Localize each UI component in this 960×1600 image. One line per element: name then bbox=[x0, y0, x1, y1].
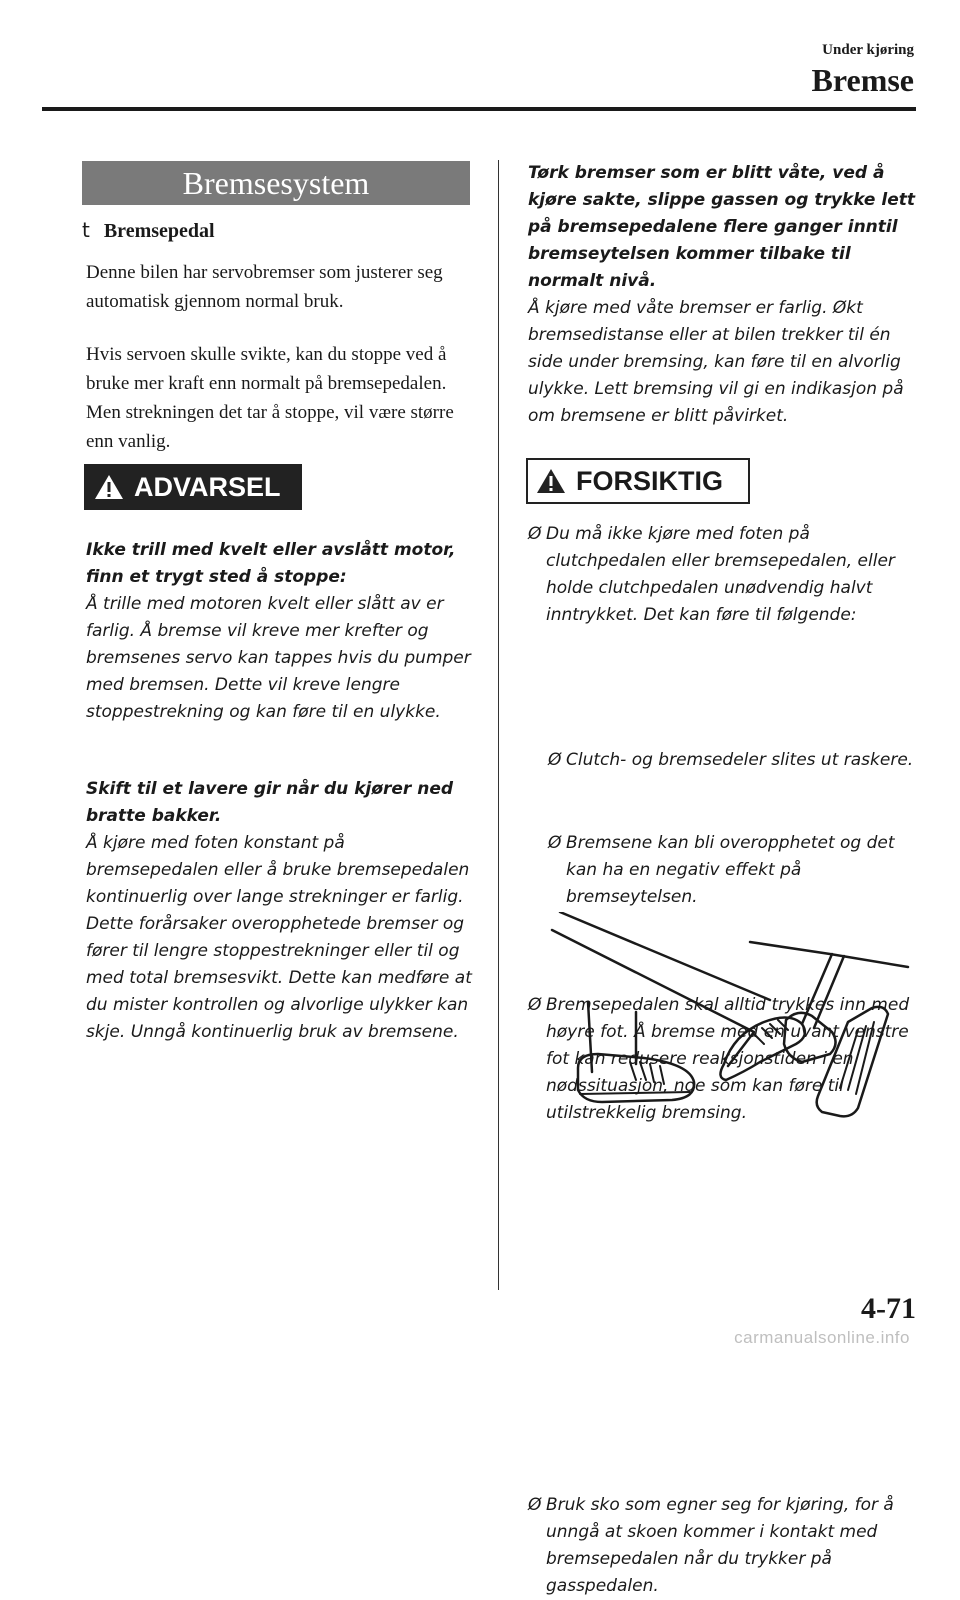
arrow-bullet-icon: Ø bbox=[528, 995, 542, 1015]
header-section: Under kjøring bbox=[822, 42, 914, 58]
caution-subbullet-1 bbox=[548, 747, 928, 774]
left-shoe-laces bbox=[630, 1062, 664, 1084]
header-rule bbox=[42, 107, 916, 111]
warning-item-1-text: Å trille med motoren kvelt eller slått av er farlig. Å bremse vil kreve mer krefter og bremsenes servo kan tappes hvis du pumper med bremsen. Dette vil kreve lengre stoppestrekning og kan føre til en ulykke. bbox=[86, 594, 471, 722]
caution-bullet-1 bbox=[528, 521, 928, 629]
arrow-bullet-icon: Ø bbox=[528, 1495, 542, 1515]
accelerator-ribs bbox=[840, 1022, 874, 1094]
column-divider bbox=[498, 160, 499, 1290]
right-shoe bbox=[720, 1017, 804, 1080]
caution-triangle-icon bbox=[536, 467, 566, 495]
pedal-illustration bbox=[540, 912, 914, 1132]
caution-bullet-3-text: Bruk sko som egner seg for kjøring, for å unngå at skoen kommer i kontakt med bremsepedalen når du trykker på gasspedalen. bbox=[546, 1495, 894, 1596]
header-chapter: Bremse bbox=[811, 62, 914, 98]
left-leg bbox=[588, 1002, 636, 1072]
warning-badge bbox=[84, 464, 302, 510]
pedal-arm bbox=[802, 954, 844, 1028]
right-leg bbox=[552, 912, 770, 1066]
caution-subbullet-2 bbox=[548, 830, 928, 911]
watermark: carmanualsonline.info bbox=[734, 1328, 910, 1347]
caution-bullet-3 bbox=[528, 1492, 928, 1600]
warning-item-2 bbox=[86, 776, 478, 1046]
left-shoe-sole bbox=[580, 1092, 690, 1094]
warning-item-1-heading: Ikke trill med kvelt eller avslått motor, finn et trygt sted å stoppe: bbox=[86, 540, 456, 587]
page-number: 4-71 bbox=[861, 1292, 916, 1325]
caution-bullet-1-text: Du må ikke kjøre med foten på clutchpedalen eller bremsepedalen, eller holde clutchpedalen unødvendig halvt inntrykket. Det kan føre til følgende: bbox=[546, 524, 895, 625]
warning-item-1 bbox=[86, 537, 478, 726]
paragraph-failure: Hvis servoen skulle svikte, kan du stoppe ved å bruke mer kraft enn normalt på bremsepedalen. Men strekningen det tar å stoppe, vil være større enn vanlig. bbox=[86, 344, 454, 452]
wet-brakes-heading: Tørk bremser som er blitt våte, ved å kjøre sakte, slippe gassen og trykke lett på bremsepedalene flere ganger inntil bremseytelsen kommer tilbake til normalt nivå. bbox=[528, 163, 915, 291]
arrow-bullet-icon: Ø bbox=[548, 833, 562, 853]
subsection-title: Bremsepedal bbox=[103, 220, 215, 242]
subsection-heading bbox=[82, 218, 215, 243]
warning-item-2-text: Å kjøre med foten konstant på bremsepedalen eller å bruke bremsepedalen kontinuerlig over lange strekninger er farlig. Dette forårsaker overopphetede bremser og fører til lengre stoppestrekninger eller til og med total bremsesvikt. Dette kan medføre at du mister kontrollen og alvorlige ulykker kan skje. Unngå kontinuerlig bruk av bremsene. bbox=[86, 833, 472, 1042]
warning-item-2-heading: Skift til et lavere gir når du kjører ned bratte bakker. bbox=[86, 779, 454, 826]
caution-subbullet-1-text: Clutch- og bremsedeler slites ut raskere. bbox=[566, 750, 914, 770]
brake-pedal bbox=[784, 1013, 836, 1062]
caution-badge bbox=[526, 458, 750, 504]
wet-brakes-block bbox=[528, 160, 920, 430]
caution-bullet-2-text: Bremsepedalen skal alltid trykkes inn med høyre fot. Å bremse med en uvant venstre fot kan redusere reaksjonstiden i en nødssituasjon, noe som kan føre til utilstrekkelig bremsing. bbox=[546, 995, 910, 1123]
arrow-bullet-icon: Ø bbox=[548, 750, 562, 770]
subsection-marker: t bbox=[82, 218, 90, 242]
caution-label: FORSIKTIG bbox=[576, 465, 723, 496]
caution-subbullet-2-text: Bremsene kan bli overopphetet og det kan ha en negativ effekt på bremseytelsen. bbox=[566, 833, 895, 907]
paragraph-servo: Denne bilen har servobremser som justerer seg automatisk gjennom normal bruk. bbox=[86, 262, 443, 312]
warning-label: ADVARSEL bbox=[134, 471, 281, 502]
wet-brakes-text: Å kjøre med våte bremser er farlig. Økt bremsedistanse eller at bilen trekker til én side under bremsing, kan føre til en alvorlig ulykke. Lett bremsing vil gi en indikasjon på om bremsene er blitt påvirket. bbox=[528, 298, 904, 426]
warning-triangle-icon bbox=[94, 473, 124, 501]
accelerator-pedal bbox=[817, 1007, 888, 1116]
section-title: Bremsesystem bbox=[82, 161, 470, 205]
arrow-bullet-icon: Ø bbox=[528, 524, 542, 544]
